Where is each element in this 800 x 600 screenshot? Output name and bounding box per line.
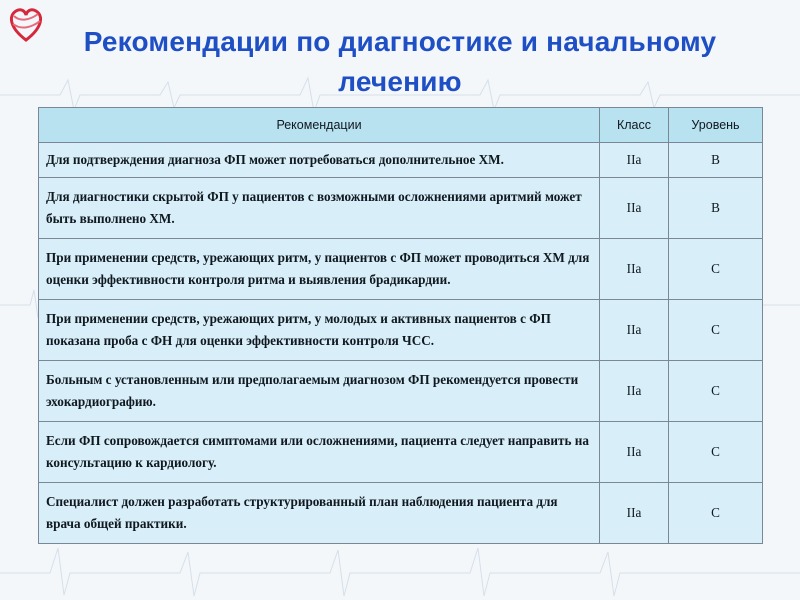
table-row <box>39 238 763 299</box>
class-value: IIa <box>600 238 669 299</box>
class-value: IIa <box>600 360 669 421</box>
recommendation-text: Специалист должен разработать структурированный план наблюдения пациента для врача общей практики. <box>39 482 600 543</box>
recommendation-text: Для подтверждения диагноза ФП может потребоваться дополнительное ХМ. <box>39 143 600 178</box>
level-value: C <box>669 299 763 360</box>
table-row <box>39 299 763 360</box>
header-level: Уровень <box>669 108 763 143</box>
class-value: IIa <box>600 177 669 238</box>
recommendation-text: Больным с установленным или предполагаемым диагнозом ФП рекомендуется провести эхокардиографию. <box>39 360 600 421</box>
class-value: IIa <box>600 421 669 482</box>
level-value: B <box>669 177 763 238</box>
page-title: Рекомендации по диагностике и начальному лечению <box>83 26 717 97</box>
level-value: C <box>669 421 763 482</box>
header-recommendations: Рекомендации <box>39 108 600 143</box>
recommendation-text: Если ФП сопровождается симптомами или осложнениями, пациента следует направить на консультацию к кардиологу. <box>39 421 600 482</box>
recommendation-text: При применении средств, урежающих ритм, у молодых и активных пациентов с ФП показана проба с ФН для оценки эффективности контроля ЧСС. <box>39 299 600 360</box>
recommendations-table <box>38 107 763 544</box>
class-value: IIa <box>600 482 669 543</box>
level-value: C <box>669 482 763 543</box>
level-value: C <box>669 360 763 421</box>
header-class: Класс <box>600 108 669 143</box>
class-value: IIa <box>600 143 669 178</box>
level-value: B <box>669 143 763 178</box>
recommendation-text: Для диагностики скрытой ФП у пациентов с возможными осложнениями аритмий может быть выполнено ХМ. <box>39 177 600 238</box>
table-row <box>39 421 763 482</box>
table-row <box>39 482 763 543</box>
class-value: IIa <box>600 299 669 360</box>
level-value: C <box>669 238 763 299</box>
recommendation-text: При применении средств, урежающих ритм, у пациентов с ФП может проводиться ХМ для оценки эффективности контроля ритма и выявления брадикардии. <box>39 238 600 299</box>
table-row <box>39 177 763 238</box>
table-header-row <box>39 108 763 143</box>
table-row <box>39 143 763 178</box>
table-row <box>39 360 763 421</box>
